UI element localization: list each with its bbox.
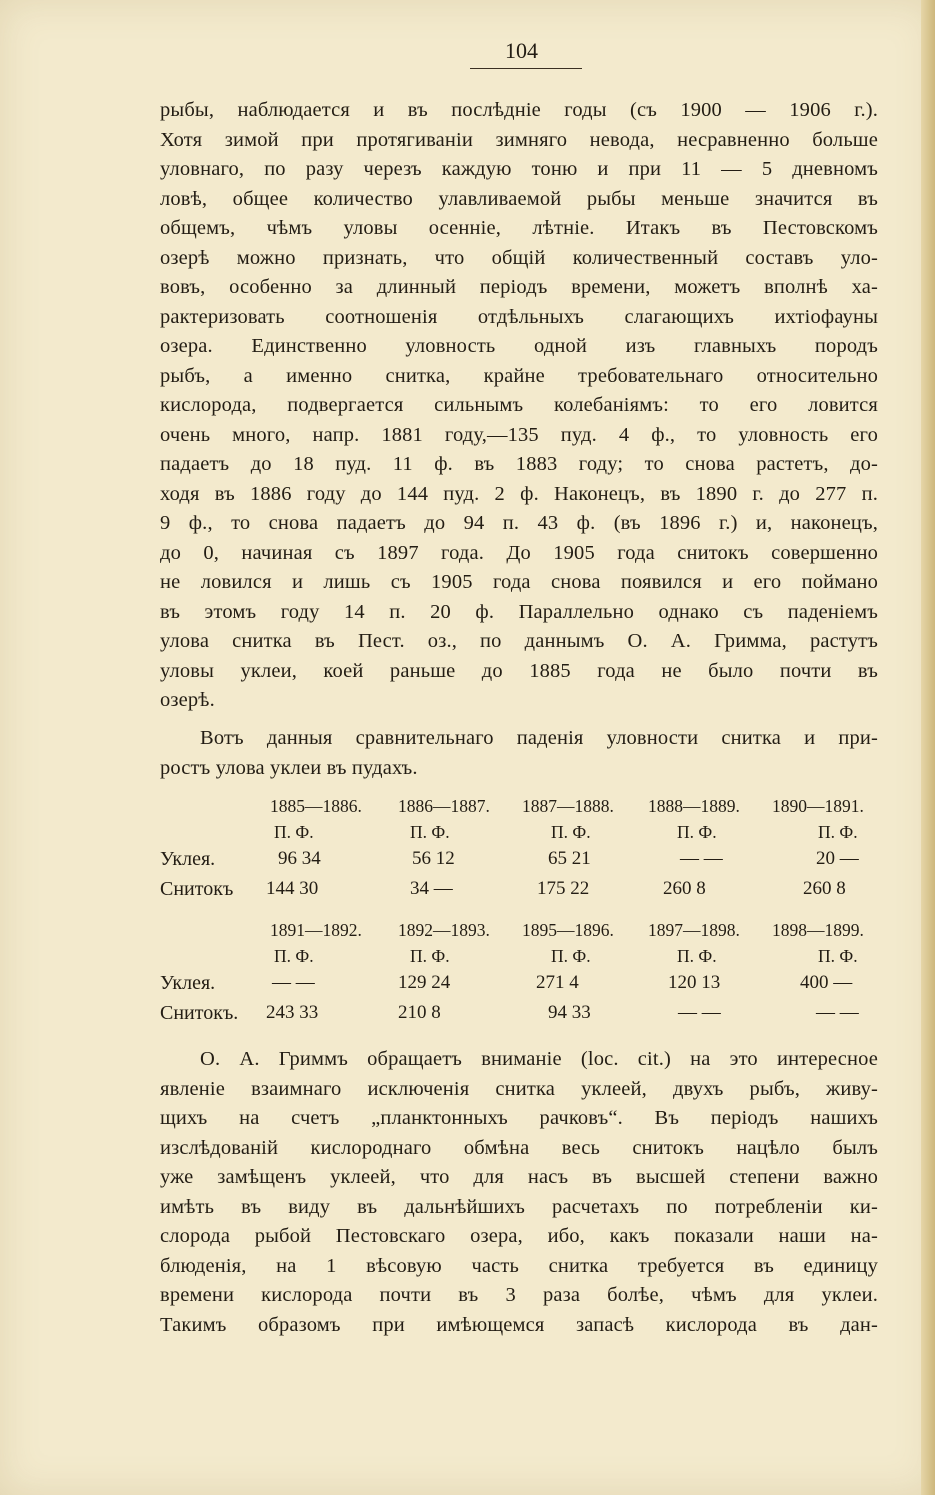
table-cell: 120 13	[668, 972, 721, 993]
text-line: озерѣ.	[160, 689, 215, 711]
text-line: слорода рыбой Пестовскаго озера, ибо, какъ показали наши на-	[160, 1225, 878, 1247]
table-period: 1895—1896.	[522, 920, 614, 940]
table-header-row	[160, 920, 878, 948]
text-line: рыбъ, а именно снитка, крайне требовательнаго относительно	[160, 364, 878, 387]
table-cell: 94 33	[548, 1002, 591, 1023]
table-row	[160, 1002, 878, 1030]
text-line: Вотъ данныя сравнительнаго паденія уловности снитка и при-	[200, 727, 878, 749]
text-line: имѣть въ виду въ дальнѣйшихъ расчетахъ по потребленіи ки-	[160, 1195, 878, 1218]
table-cell: 271 4	[536, 972, 579, 993]
table-period: 1897—1898.	[648, 920, 740, 940]
text-line: ростъ улова уклеи въ пудахъ.	[160, 756, 418, 779]
table-period: 1887—1888.	[522, 796, 614, 816]
text-line: озерѣ можно признать, что общій количественный составъ уло-	[160, 246, 878, 269]
table-units: П. Ф.	[818, 946, 858, 966]
table-row-label: Снитокъ.	[160, 1002, 239, 1024]
table-period: 1891—1892.	[270, 920, 362, 940]
text-line: рактеризовать соотношенія отдѣльныхъ слагающихъ ихтіофауны	[160, 305, 878, 328]
text-line: щихъ на счетъ „планктонныхъ рачковъ“. Въ періодъ нашихъ	[160, 1107, 878, 1129]
table-period: 1885—1886.	[270, 796, 362, 816]
table-period: 1890—1891.	[772, 796, 864, 816]
table-units: П. Ф.	[818, 822, 858, 842]
text-line: до 0, начиная съ 1897 года. До 1905 года снитокъ совершенно	[160, 541, 878, 564]
text-line: кислорода, подвергается сильнымъ колебаніямъ: то его ловится	[160, 394, 878, 416]
table-period: 1892—1893.	[398, 920, 490, 940]
text-line: Хотя зимой при протягиваніи зимняго невода, несравненно больше	[160, 128, 878, 151]
text-line: 9 ф., то снова падаетъ до 94 п. 43 ф. (въ 1896 г.) и, наконецъ,	[160, 512, 878, 534]
text-line: рыбы, наблюдается и въ послѣдніе годы (съ 1900 — 1906 г.).	[160, 99, 878, 121]
table-units: П. Ф.	[274, 946, 314, 966]
table-units-row	[160, 822, 878, 850]
text-line: времени кислорода почти въ 3 раза болѣе, чѣмъ для уклеи.	[160, 1284, 878, 1306]
table-units: П. Ф.	[410, 822, 450, 842]
table-cell: 96 34	[278, 848, 321, 869]
text-line: озера. Единственно уловность одной изъ главныхъ породъ	[160, 335, 878, 357]
paragraph-1	[160, 96, 878, 716]
table-units: П. Ф.	[551, 822, 591, 842]
table-cell: 175 22	[537, 878, 590, 899]
table-row	[160, 848, 878, 876]
table-units: П. Ф.	[410, 946, 450, 966]
table-row	[160, 972, 878, 1000]
text-line: уловнаго, по разу черезъ каждую тоню и при 11 — 5 дневномъ	[160, 158, 878, 180]
table-cell: 34 —	[410, 878, 453, 899]
catch-table-1	[160, 796, 878, 916]
table-row-label: Уклея.	[160, 848, 216, 870]
catch-table-2	[160, 920, 878, 1040]
table-cell: — —	[678, 1002, 721, 1023]
table-cell: 65 21	[548, 848, 591, 869]
table-cell: — —	[680, 848, 723, 869]
text-line: уловы уклеи, коей раньше до 1885 года не было почти въ	[160, 659, 878, 682]
table-cell: 260 8	[803, 878, 846, 899]
table-row-label: Уклея.	[160, 972, 216, 994]
text-line: вовъ, особенно за длинный періодъ времени, можетъ вполнѣ ха-	[160, 276, 878, 298]
table-cell: — —	[816, 1002, 859, 1023]
text-line: очень много, напр. 1881 году,—135 пуд. 4 ф., то уловность его	[160, 423, 878, 446]
table-units-row	[160, 946, 878, 974]
text-line: О. А. Гриммъ обращаетъ вниманіе (loc. cit.) на это интересное	[200, 1048, 878, 1070]
text-line: ходя въ 1886 году до 144 пуд. 2 ф. Наконецъ, въ 1890 г. до 277 п.	[160, 482, 878, 505]
table-cell: 210 8	[398, 1002, 441, 1023]
table-period: 1888—1889.	[648, 796, 740, 816]
text-line: не ловился и лишь съ 1905 года снова появился и его поймано	[160, 571, 878, 593]
table-period: 1898—1899.	[772, 920, 864, 940]
paragraph-3	[160, 1045, 878, 1340]
table-cell: 20 —	[816, 848, 859, 869]
table-units: П. Ф.	[677, 946, 717, 966]
table-cell: 243 33	[266, 1002, 319, 1023]
table-cell: 56 12	[412, 848, 455, 869]
page-number: 104	[505, 38, 538, 63]
table-cell: 144 30	[266, 878, 319, 899]
text-line: явленіе взаимнаго исключенія снитка уклеей, двухъ рыбъ, живу-	[160, 1077, 878, 1100]
text-line: блюденія, на 1 вѣсовую часть снитка требуется въ единицу	[160, 1254, 878, 1277]
table-cell: — —	[272, 972, 315, 993]
table-cell: 260 8	[663, 878, 706, 899]
table-period: 1886—1887.	[398, 796, 490, 816]
page-edge	[921, 0, 935, 1495]
page-number-rule	[470, 68, 582, 69]
table-row	[160, 878, 878, 906]
text-line: ловѣ, общее количество улавливаемой рыбы меньше значится въ	[160, 187, 878, 210]
text-line: общемъ, чѣмъ уловы осенніе, лѣтніе. Итакъ въ Пестовскомъ	[160, 217, 878, 239]
table-units: П. Ф.	[677, 822, 717, 842]
table-units: П. Ф.	[274, 822, 314, 842]
text-line: улова снитка въ Пест. оз., по даннымъ О. А. Гримма, растутъ	[160, 630, 878, 652]
text-line: Такимъ образомъ при имѣющемся запасѣ кислорода въ дан-	[160, 1313, 878, 1336]
text-line: въ этомъ году 14 п. 20 ф. Параллельно однако съ паденіемъ	[160, 600, 878, 623]
text-line: падаетъ до 18 пуд. 11 ф. въ 1883 году; то снова растетъ, до-	[160, 453, 878, 475]
table-row-label: Снитокъ	[160, 878, 234, 900]
table-header-row	[160, 796, 878, 824]
paragraph-2	[160, 724, 878, 783]
text-line: изслѣдованій кислороднаго обмѣна весь снитокъ нацѣло былъ	[160, 1136, 878, 1159]
text-line: уже замѣщенъ уклеей, что для насъ въ высшей степени важно	[160, 1166, 878, 1188]
table-units: П. Ф.	[551, 946, 591, 966]
table-cell: 400 —	[800, 972, 853, 993]
table-cell: 129 24	[398, 972, 451, 993]
